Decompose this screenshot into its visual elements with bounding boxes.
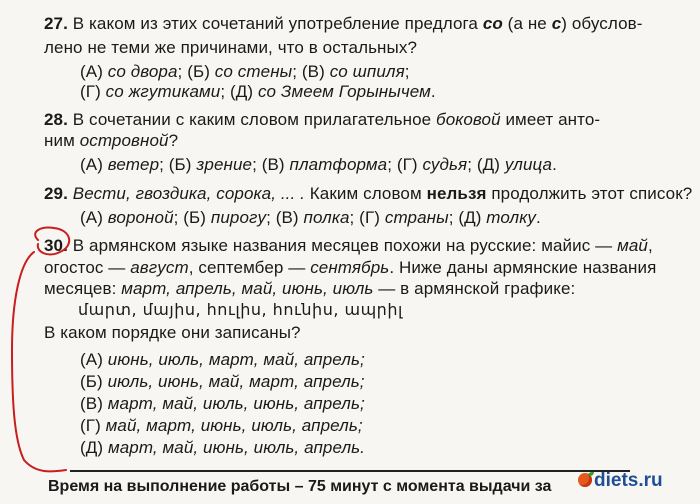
question-27-options-1: (А) со двора; (Б) со стены; (В) со шпиля; — [80, 62, 410, 81]
question-29-number: 29. — [44, 184, 68, 203]
bracket-mark-icon — [12, 252, 66, 471]
site-logo: diets.ru — [578, 470, 663, 492]
circle-mark-icon — [35, 228, 69, 255]
question-28-options: (А) ветер; (Б) зрение; (В) платформа; (Г) судья; (Д) улица. — [80, 155, 557, 174]
question-27-line-1: 27. В каком из этих сочетаний употребление предлога со (а не с) обуслов- — [44, 14, 643, 33]
question-28-line-2: ним островной? — [44, 131, 179, 150]
question-30-number: 30. — [44, 236, 68, 255]
question-30-line-5: В каком порядке они записаны? — [44, 323, 301, 342]
armenian-month-names: մարտ, մայիս, հուլիս, հունիս, ապրիլ — [78, 300, 403, 319]
footer-time-note: Время на выполнение работы – 75 минут с момента выдачи за — [48, 478, 552, 495]
question-30-option-e: (Д) март, май, июнь, июль, апрель. — [80, 438, 365, 457]
question-29-line-1: 29. Вести, гвоздика, сорока, ... . Каким словом нельзя продолжить этот список? — [44, 184, 693, 203]
question-30-option-b: (Б) июль, июнь, май, март, апрель; — [80, 372, 365, 391]
question-30-line-2: огостос — август, септембер — сентябрь. Ниже даны армянские названия — [44, 258, 657, 277]
footer-divider — [70, 470, 630, 472]
question-30-line-1: 30. В армянском языке названия месяцев похожи на русские: майис — май, — [44, 236, 653, 255]
question-27-line-2: лено не теми же причинами, что в остальных? — [44, 38, 418, 57]
question-28-line-1: 28. В сочетании с каким словом прилагательное боковой имеет анто- — [44, 110, 601, 129]
question-28-number: 28. — [44, 110, 68, 129]
question-27-number: 27. — [44, 14, 68, 33]
question-27-options-2: (Г) со жгутиками; (Д) со Змеем Горынычем. — [80, 82, 436, 101]
question-30-line-3: месяцев: март, апрель, май, июнь, июль — в армянской графике: — [44, 279, 576, 298]
question-30-option-d: (Г) май, март, июнь, июль, апрель; — [80, 416, 363, 435]
question-30-option-c: (В) март, май, июль, июнь, апрель; — [80, 394, 365, 413]
question-30-option-a: (А) июнь, июль, март, май, апрель; — [80, 350, 365, 369]
question-29-options: (А) вороной; (Б) пирогу; (В) полка; (Г) страны; (Д) толку. — [80, 208, 541, 227]
